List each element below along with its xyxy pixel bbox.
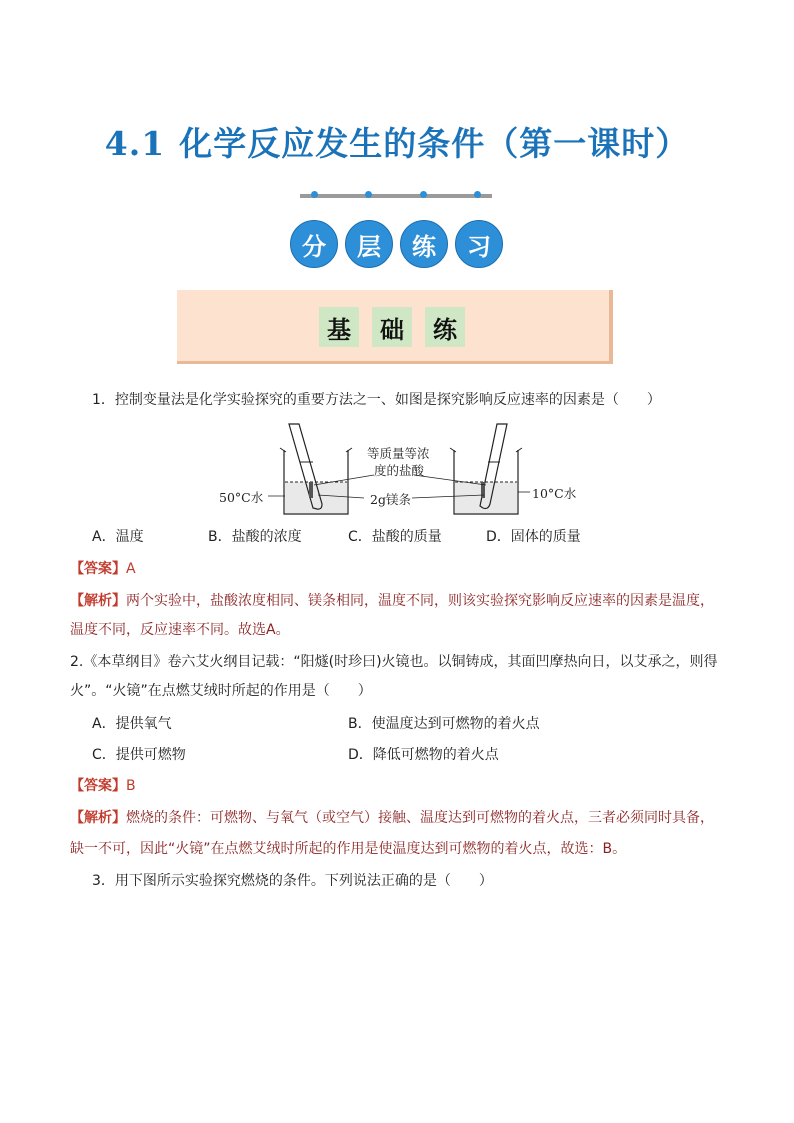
analysis-text: 燃烧的条件：可燃物、与氧气（或空气）接触、温度达到可燃物的着火点，三者必须同时具备，: [126, 810, 714, 826]
label-right-water: 10°C水: [532, 486, 577, 501]
analysis-tag: 【解析】: [70, 593, 126, 609]
tag-circle: 分: [290, 220, 338, 268]
banner-char: 础: [372, 307, 412, 347]
answer-value: A: [126, 561, 136, 577]
q2-option-a: A．提供氧气: [92, 716, 172, 732]
hanging-bar-decoration: [300, 191, 492, 201]
section-title: 化学反应发生的条件（第一课时）: [179, 124, 690, 163]
q3-stem: 3．用下图所示实验探究燃烧的条件。下列说法正确的是（ ）: [92, 873, 493, 889]
bar-dot: [311, 191, 318, 198]
q1-stem: 1．控制变量法是化学实验探究的重要方法之一、如图是探究影响反应速率的因素是（ ）: [92, 392, 661, 408]
section-number: 4.1: [104, 124, 166, 163]
label-acid-2: 度的盐酸: [374, 463, 425, 478]
bar-line: [300, 194, 492, 198]
q2-analysis-line1: [70, 808, 714, 828]
q2-option-d: D．降低可燃物的着火点: [348, 747, 499, 763]
q1-option-b: B．盐酸的浓度: [208, 529, 302, 545]
answer-tag: 【答案】: [70, 778, 126, 794]
q2-stem-line1: 2.《本草纲目》卷六艾火纲目记载：“阳燧(时珍曰)火镜也。以铜铸成，其面凹摩热向日，以艾承之，则得: [70, 654, 718, 670]
q2-option-b: B．使温度达到可燃物的着火点: [348, 716, 540, 732]
bar-dot: [474, 191, 481, 198]
q1-option-d: D．固体的质量: [486, 529, 581, 545]
label-acid-1: 等质量等浓: [367, 446, 430, 461]
q1-beaker-figure: [214, 420, 584, 520]
bar-dot: [365, 191, 372, 198]
q1-analysis-line2: 温度不同，反应速率不同。故选A。: [70, 622, 290, 638]
q1-option-c: C．盐酸的质量: [348, 529, 442, 545]
analysis-text: 两个实验中，盐酸浓度相同、镁条相同，温度不同，则该实验探究影响反应速率的因素是温度，: [126, 593, 714, 609]
analysis-tag: 【解析】: [70, 810, 126, 826]
left-beaker: [280, 424, 352, 514]
leader-line: [414, 475, 486, 485]
q1-answer: [70, 559, 136, 579]
q1-option-a: A．温度: [92, 529, 144, 545]
banner-char: 基: [319, 307, 359, 347]
label-left-water: 50°C水: [219, 490, 264, 505]
answer-value: B: [126, 778, 136, 794]
tag-circle: 练: [400, 220, 448, 268]
q2-answer: [70, 776, 136, 796]
page-title: [0, 118, 794, 165]
q2-analysis-line2: 缺一不可，因此“火镜”在点燃艾绒时所起的作用是使温度达到可燃物的着火点，故选：B。: [70, 841, 627, 857]
right-beaker: [450, 424, 522, 514]
banner-char: 练: [425, 307, 465, 347]
q2-option-c: C．提供可燃物: [92, 747, 186, 763]
bar-dot: [420, 191, 427, 198]
q2-stem-line2: 火”。“火镜”在点燃艾绒时所起的作用是（ ）: [70, 683, 372, 699]
tag-circle: 习: [455, 220, 503, 268]
label-magnesium: 2g镁条: [370, 492, 411, 507]
tag-circle: 层: [345, 220, 393, 268]
practice-tag-circles: [290, 220, 504, 268]
q1-analysis-line1: [70, 591, 714, 611]
section-banner: [177, 290, 613, 364]
answer-tag: 【答案】: [70, 561, 126, 577]
